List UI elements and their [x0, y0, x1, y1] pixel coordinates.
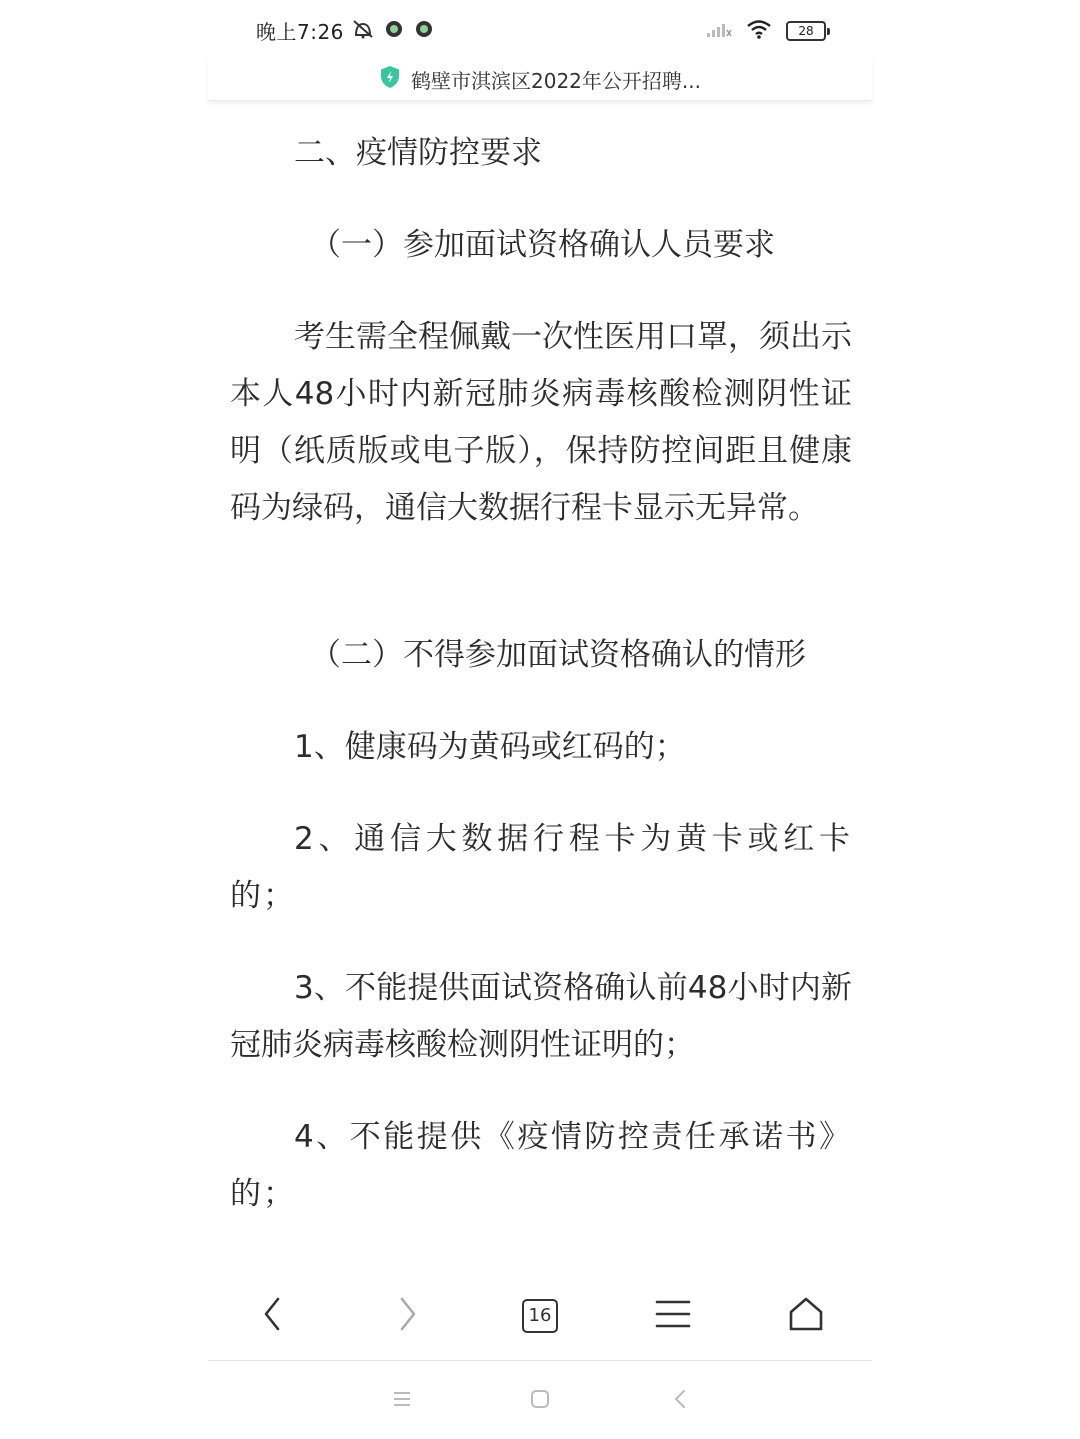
app-notification-icon [414, 19, 434, 43]
signal-icon [706, 20, 732, 42]
tabs-button[interactable] [518, 1296, 562, 1336]
page-title-bar[interactable] [208, 58, 872, 101]
battery-icon: 28 [786, 21, 826, 41]
phone-screen [208, 0, 872, 1439]
status-icons-left [352, 19, 434, 43]
section-paragraph: 考生需全程佩戴一次性医用口罩，须出示本人48小时内新冠肺炎病毒核酸检测阴性证明（纸质版或电子版），保持防控间距且健康码为绿码，通信大数据行程卡显示无异常。 [230, 319, 852, 526]
status-icons-right [706, 19, 826, 43]
browser-toolbar [208, 1268, 872, 1360]
home-button[interactable] [784, 1296, 828, 1336]
article-heading: 二、疫情防控要求 [294, 135, 542, 171]
home-icon [788, 1296, 824, 1336]
section-title: （一）参加面试资格确认人员要求 [310, 227, 775, 263]
back-button[interactable] [250, 1296, 294, 1336]
list-item: 1、健康码为黄码或红码的； [294, 729, 686, 765]
list-item: 4、不能提供《疫情防控责任承诺书》的； [230, 1119, 852, 1212]
tabs-icon: 16 [522, 1299, 558, 1333]
dnd-off-icon [352, 19, 374, 43]
menu-icon [655, 1299, 691, 1333]
system-nav-bar [208, 1361, 872, 1439]
back-icon [262, 1296, 282, 1336]
section-title: （二）不得参加面试资格确认的情形 [310, 637, 806, 673]
list-item: 2、通信大数据行程卡为黄卡或红卡的； [230, 821, 852, 914]
list-item: 3、不能提供面试资格确认前48小时内新冠肺炎病毒核酸检测阴性证明的； [230, 970, 852, 1063]
system-back-button[interactable] [668, 1389, 692, 1413]
content-fade [208, 1250, 872, 1268]
home-icon [530, 1389, 550, 1413]
status-bar [208, 0, 872, 58]
system-home-button[interactable] [528, 1389, 552, 1413]
security-shield-icon [379, 65, 401, 93]
back-icon [673, 1389, 687, 1413]
wifi-icon [746, 19, 772, 43]
page-title: 鹤壁市淇滨区2022年公开招聘... [411, 68, 701, 93]
menu-button[interactable] [651, 1296, 695, 1336]
article-content [208, 100, 872, 1268]
recents-icon [392, 1391, 412, 1411]
forward-button[interactable] [386, 1296, 430, 1336]
app-notification-icon [384, 19, 404, 43]
recents-button[interactable] [390, 1389, 414, 1413]
forward-icon [398, 1296, 418, 1336]
status-time: 晚上7:26 [256, 20, 344, 44]
